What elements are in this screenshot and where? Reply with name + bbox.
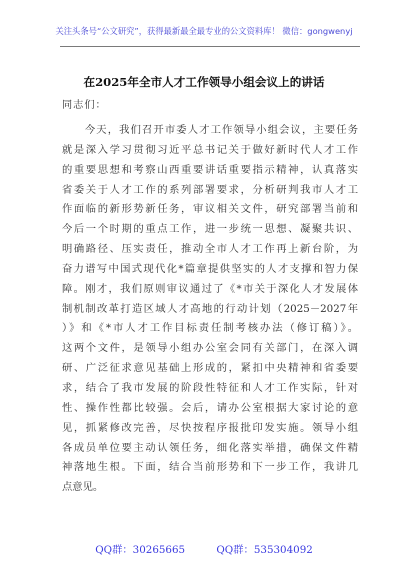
body-line: ）》和《*市人才工作目标责任制考核办法（修订稿）》。: [62, 322, 358, 335]
promo-header: 关注头条号“公文研究”，获得最新最全最专业的公文资料库！ 微信：gongwenyj: [55, 26, 353, 36]
qq-group-1: QQ群：30265665: [95, 544, 186, 556]
body-line: 就是深入学习贯彻习近平总书记关于做好新时代人才工作: [62, 143, 358, 156]
body-line: 的重要思想和考察山西重要讲话重要指示精神，认真落实: [62, 163, 358, 176]
body-line: 制机制改革打造区域人才高地的行动计划（2025－2027年: [62, 302, 358, 315]
body-line: 点意见。: [62, 481, 104, 494]
body-line: 今后一个时期的重点工作，进一步统一思想、凝聚共识、: [62, 223, 358, 236]
body-line: 神落地生根。下面，结合当前形势和下一步工作，我讲几: [62, 461, 358, 474]
body-line: 障。刚才，我们原则审议通过了《*市关于深化人才发展体: [62, 282, 358, 295]
body-line: 奋力谱写中国式现代化*篇章提供坚实的人才支撑和智力保: [62, 262, 358, 275]
body-line: 作面临的新形势新任务，审议相关文件，研究部署当前和: [62, 203, 358, 216]
header-divider: [60, 46, 360, 47]
body-line: 省委关于人才工作的系列部署要求，分析研判我市人才工: [62, 183, 358, 196]
body-line: 求，结合了我市发展的阶段性特征和人才工作实际，针对: [62, 381, 358, 394]
body-line: 各成员单位要主动认领任务，细化落实举措，确保文件精: [62, 441, 358, 454]
body-line: 见，抓紧修改完善，尽快按程序报批印发实施。领导小组: [62, 421, 358, 434]
body-line: 这两个文件，是领导小组办公室会同有关部门，在深入调: [62, 342, 358, 355]
body-line: 明确路径、压实责任，推动全市人才工作再上新台阶，为: [62, 243, 358, 256]
document-title: 在2025年全市人才工作领导小组会议上的讲话: [83, 75, 325, 89]
qq-footer: [0, 541, 408, 556]
qq-group-2: QQ群：535304092: [216, 544, 313, 556]
body-line: 今天，我们召开市委人才工作领导小组会议，主要任务: [62, 124, 358, 136]
speech-body: [62, 121, 358, 498]
salutation: 同志们：: [62, 100, 107, 111]
body-line: 性、操作性都比较强。会后，请办公室根据大家讨论的意: [62, 401, 358, 414]
body-line: 研、广泛征求意见基础上形成的，紧扣中央精神和省委要: [62, 362, 358, 375]
